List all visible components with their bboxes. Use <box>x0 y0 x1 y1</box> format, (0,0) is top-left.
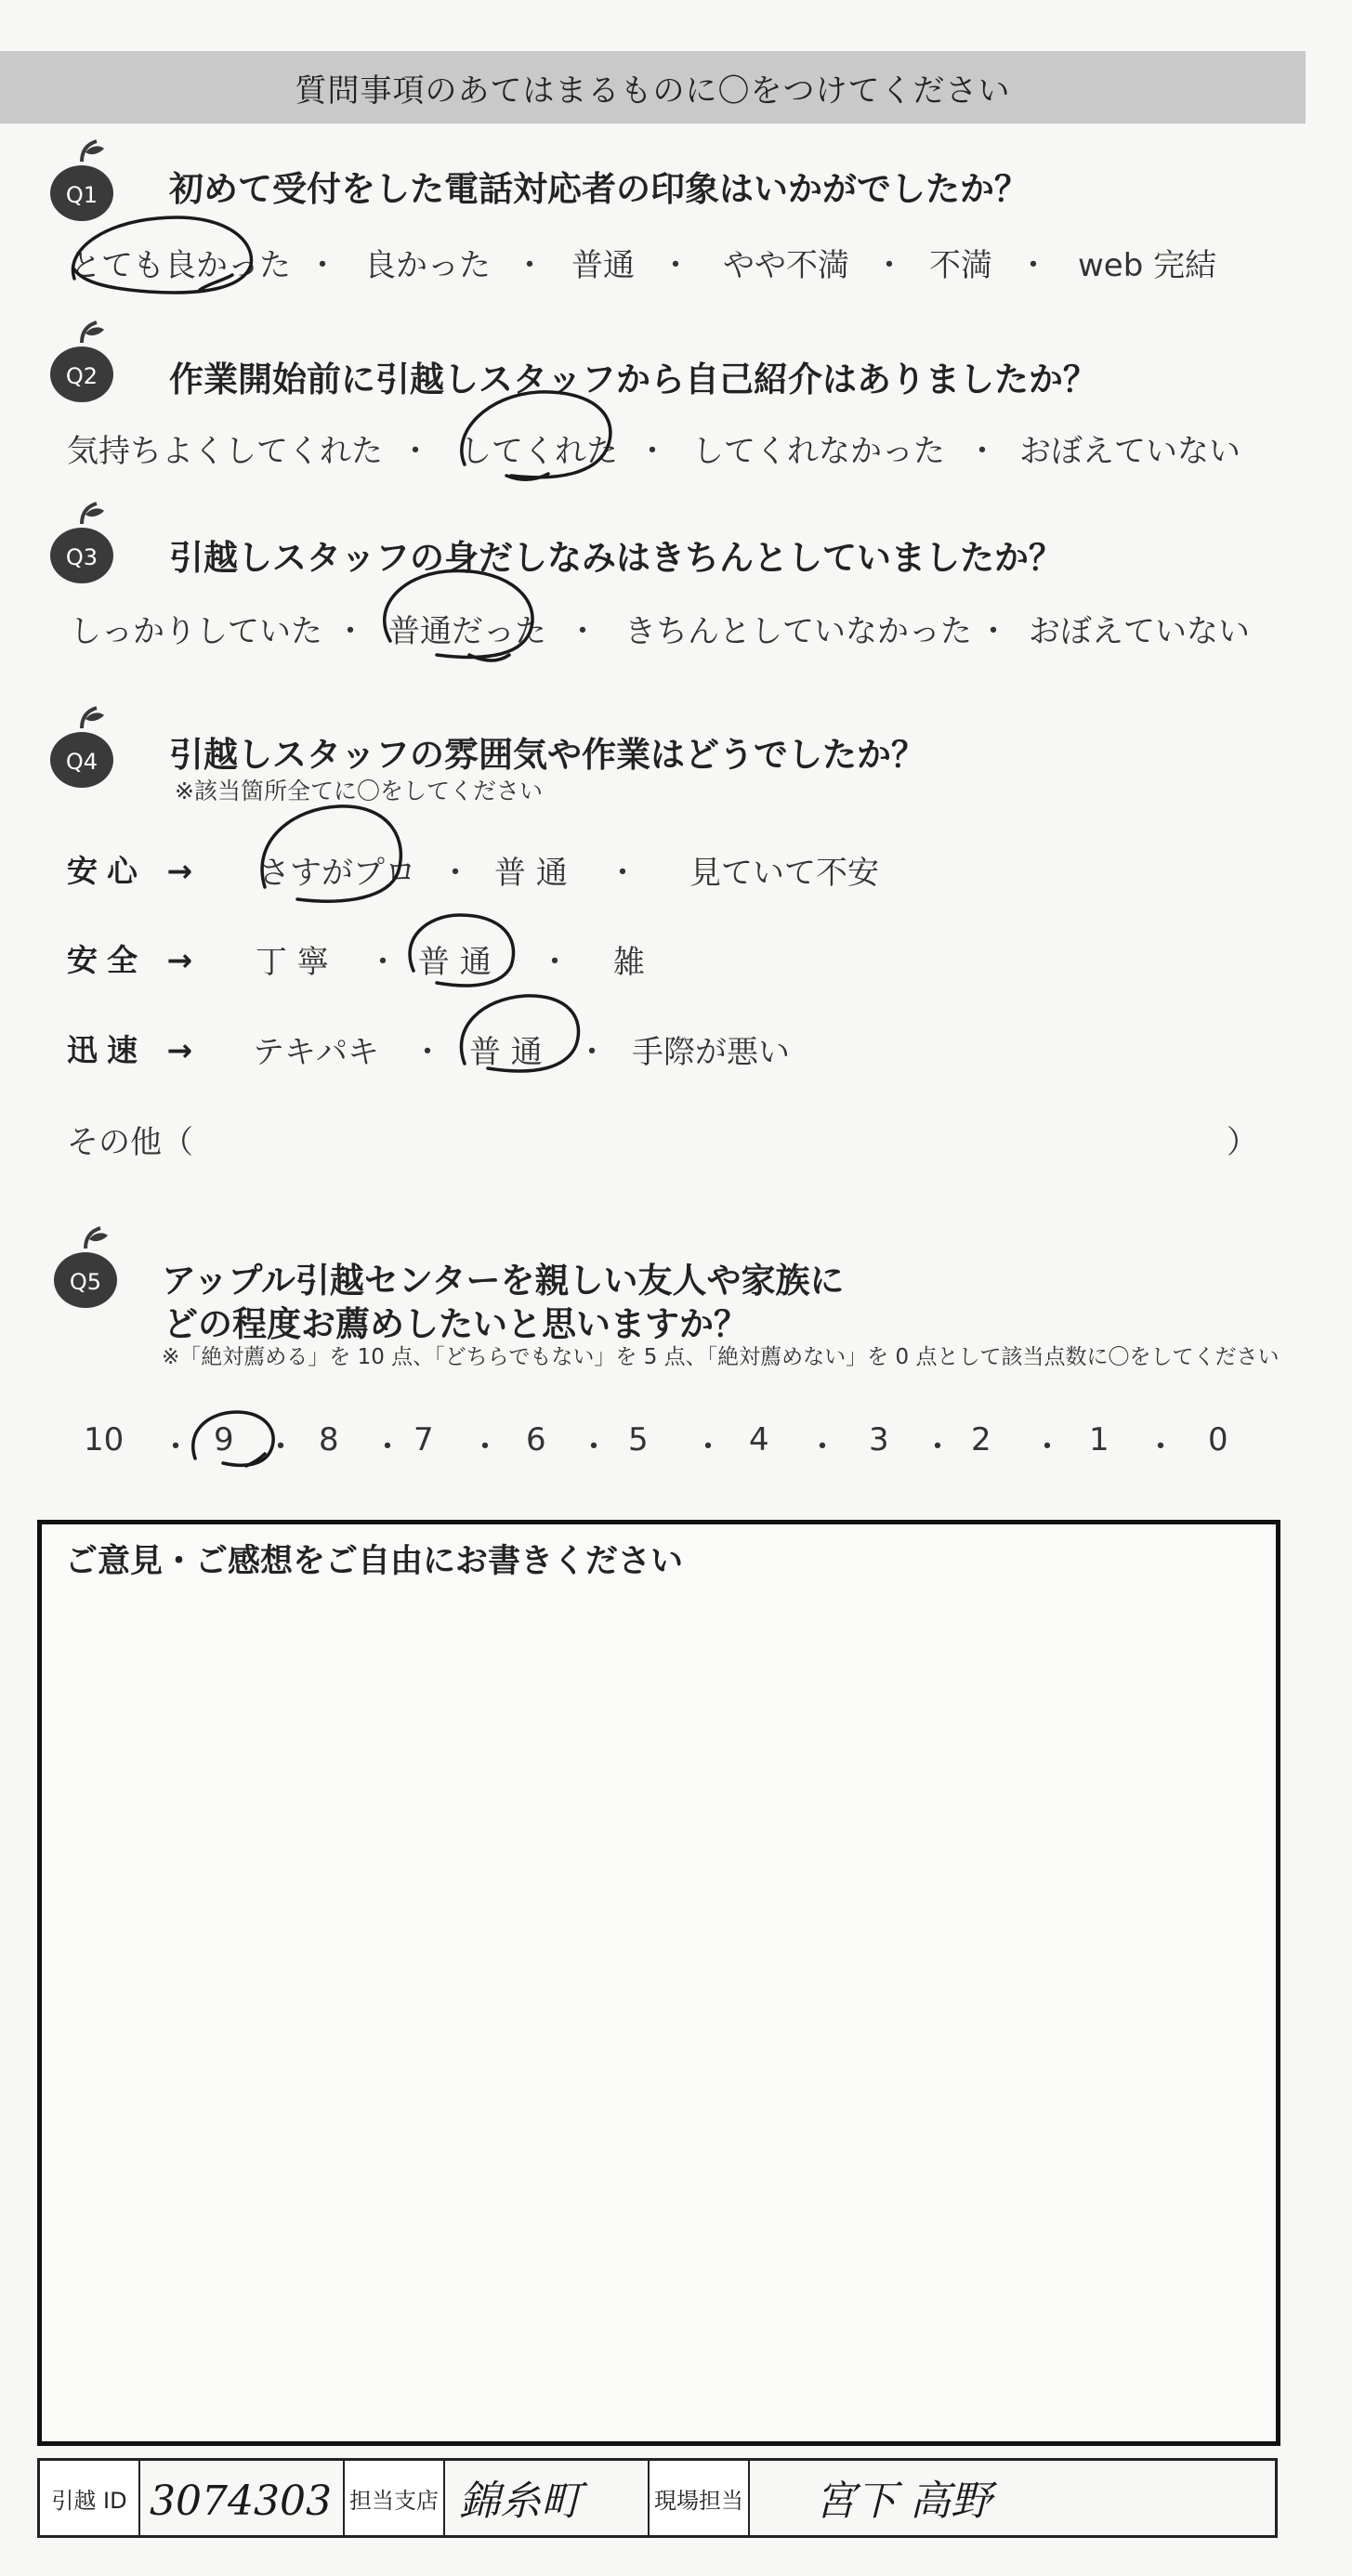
q5-question-line-2: どの程度お薦めしたいと思いますか？ <box>164 1304 748 1344</box>
q1-option-1[interactable]: とても良かった <box>70 247 291 284</box>
separator: ・ <box>607 855 638 892</box>
q5-score-6[interactable]: 6 <box>526 1421 546 1458</box>
q4-question: 引越しスタッフの雰囲気や作業はどうでしたか？ <box>169 735 925 775</box>
separator: ・ <box>660 247 691 284</box>
q5-question-line-1: アップル引越センターを親しい友人や家族に <box>162 1261 845 1301</box>
svg-text:錦糸町: 錦糸町 <box>459 2478 582 2525</box>
comments-box[interactable] <box>37 1520 1280 2446</box>
move-id-label: 引越 ID <box>40 2461 140 2535</box>
q5-score-4[interactable]: 4 <box>749 1421 769 1458</box>
q4-other-close: ） <box>1227 1124 1258 1161</box>
svg-text:Q1: Q1 <box>65 182 98 208</box>
q3-option-2[interactable]: 普通だった <box>388 613 546 650</box>
q3-selection-tail <box>469 655 509 660</box>
separator: ・ <box>873 247 905 284</box>
separator: ・ <box>576 1034 608 1071</box>
separator: ・ <box>922 1429 953 1466</box>
q3-option-4[interactable]: おぼえていない <box>1029 613 1250 650</box>
q4-row-2-option-3[interactable]: 雑 <box>613 944 645 981</box>
q4-row-1-option-3[interactable]: 見ていて不安 <box>689 855 879 892</box>
q5-selection-tail <box>246 1454 265 1466</box>
separator: ・ <box>1031 1429 1063 1466</box>
q4-note: ※該当箇所全てに〇をしてください <box>175 778 543 804</box>
q3-option-3[interactable]: きちんとしていなかった <box>624 613 972 650</box>
separator: ・ <box>1145 1429 1176 1466</box>
q2-question: 作業開始前に引越しスタッフから自己紹介はありましたか？ <box>169 360 1097 399</box>
svg-text:3074303: 3074303 <box>150 2478 332 2525</box>
q2-option-4[interactable]: おぼえていない <box>1019 433 1240 470</box>
q2-option-3[interactable]: してくれなかった <box>692 433 945 470</box>
footer-table <box>37 2458 1278 2538</box>
q4-badge-icon <box>48 706 115 790</box>
q4-row-2-option-1[interactable]: 丁 寧 <box>256 944 329 981</box>
q5-score-0[interactable]: 0 <box>1208 1421 1228 1458</box>
separator: ・ <box>514 247 545 284</box>
separator: ・ <box>400 433 431 470</box>
svg-text:Q5: Q5 <box>69 1269 102 1295</box>
q3-question: 引越しスタッフの身だしなみはきちんとしていましたか？ <box>169 538 1063 578</box>
q5-score-9[interactable]: 9 <box>214 1421 234 1458</box>
q5-score-8[interactable]: 8 <box>319 1421 339 1458</box>
separator: ・ <box>578 1429 610 1466</box>
svg-text:Q3: Q3 <box>65 544 98 570</box>
q3-option-1[interactable]: しっかりしていた <box>70 613 322 650</box>
move-id-value <box>140 2461 345 2535</box>
separator: ・ <box>335 613 366 650</box>
q4-row-3-option-2[interactable]: 普 通 <box>469 1034 543 1071</box>
q1-option-4[interactable]: やや不満 <box>723 247 849 284</box>
branch-value <box>445 2461 650 2535</box>
separator: ・ <box>1017 247 1049 284</box>
separator: ・ <box>637 433 668 470</box>
q4-row-1-label: 安心 → <box>67 853 203 889</box>
separator: ・ <box>469 1429 501 1466</box>
separator: ・ <box>539 944 571 981</box>
separator: ・ <box>265 1429 296 1466</box>
q5-score-5[interactable]: 5 <box>628 1421 649 1458</box>
q4-row-1-option-1[interactable]: さすがプロ <box>258 855 416 892</box>
q2-option-1[interactable]: 気持ちよくしてくれた <box>67 433 383 470</box>
separator: ・ <box>807 1429 838 1466</box>
q4-row-3-option-1[interactable]: テキパキ <box>253 1034 379 1071</box>
q4-row-3-option-3[interactable]: 手際が悪い <box>632 1034 790 1071</box>
q4-row-2-label: 安全 → <box>67 942 203 978</box>
q1-option-3[interactable]: 普通 <box>571 247 635 284</box>
separator: ・ <box>160 1429 191 1466</box>
separator: ・ <box>978 613 1009 650</box>
q1-question: 初めて受付をした電話対応者の印象はいかがでしたか？ <box>169 169 1029 209</box>
q5-score-7[interactable]: 7 <box>413 1421 434 1458</box>
separator: ・ <box>307 247 338 284</box>
q4-row-3-label: 迅速 → <box>67 1032 203 1068</box>
separator: ・ <box>372 1429 403 1466</box>
q5-score-3[interactable]: 3 <box>869 1421 889 1458</box>
staff-value <box>750 2461 1275 2535</box>
q1-option-6[interactable]: web 完結 <box>1078 247 1217 284</box>
q3-badge-icon <box>48 502 115 585</box>
move-id-handwriting <box>140 2461 345 2535</box>
q1-option-5[interactable]: 不満 <box>929 247 992 284</box>
staff-handwriting <box>750 2461 1275 2535</box>
svg-text:Q4: Q4 <box>65 749 98 775</box>
q1-option-2[interactable]: 良かった <box>364 247 491 284</box>
q4-row-1-option-2[interactable]: 普 通 <box>494 855 568 892</box>
comments-title: ご意見・ご感想をご自由にお書きください <box>65 1543 684 1580</box>
q1-badge-icon <box>48 139 115 223</box>
separator: ・ <box>440 855 471 892</box>
svg-text:Q2: Q2 <box>65 363 98 389</box>
q2-badge-icon <box>48 320 115 404</box>
header-title: 質問事項のあてはまるものに〇をつけてください <box>295 72 1011 110</box>
branch-label: 担当支店 <box>345 2461 445 2535</box>
header-bar <box>0 51 1306 124</box>
q5-badge-icon <box>52 1226 119 1310</box>
svg-text:宮下 高野: 宮下 高野 <box>815 2478 991 2525</box>
separator: ・ <box>367 944 399 981</box>
q5-score-1[interactable]: 1 <box>1089 1421 1109 1458</box>
q5-note: ※「絶対薦める」を 10 点、「どちらでもない」を 5 点、「絶対薦めない」を 0 点として該当点数に〇をしてください <box>162 1345 1280 1369</box>
separator: ・ <box>412 1034 443 1071</box>
q4-row-2-option-2[interactable]: 普 通 <box>418 944 492 981</box>
separator: ・ <box>567 613 598 650</box>
q4-other-label: その他（ <box>67 1124 193 1161</box>
q2-selection-tail <box>506 474 548 479</box>
q5-score-10[interactable]: 10 <box>84 1421 125 1458</box>
staff-label: 現場担当 <box>650 2461 750 2535</box>
separator: ・ <box>692 1429 724 1466</box>
q2-option-2[interactable]: してくれた <box>460 433 618 470</box>
q5-score-2[interactable]: 2 <box>971 1421 991 1458</box>
branch-handwriting <box>445 2461 650 2535</box>
separator: ・ <box>966 433 998 470</box>
